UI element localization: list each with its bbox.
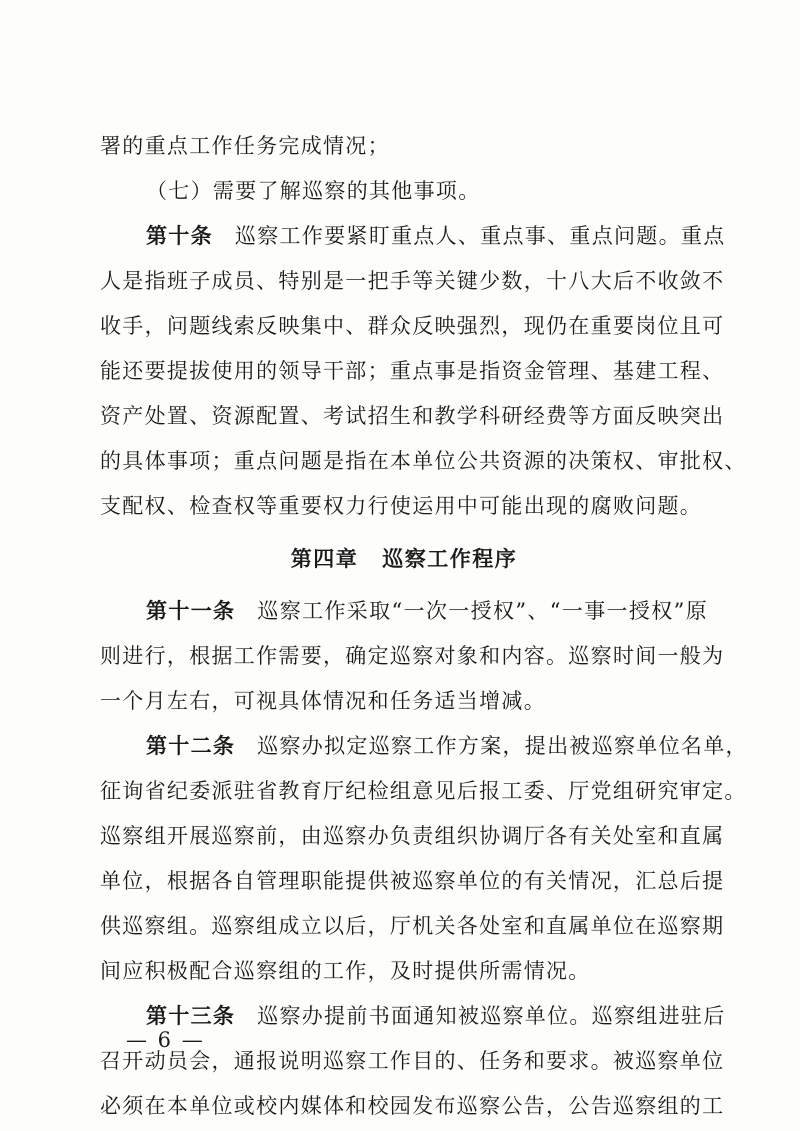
- list-item-seven: （七）需要了解巡察的其他事项。: [146, 179, 481, 203]
- article-13-line: 必须在本单位或校内媒体和校园发布巡察公告，公告巡察组的工: [100, 1094, 725, 1118]
- article-12-line: 间应积极配合巡察组的工作，及时提供所需情况。: [100, 959, 591, 983]
- article-10-line: 能还要提拔使用的领导干部；重点事是指资金管理、基建工程、: [100, 359, 725, 383]
- article-11-line: 一个月左右，可视具体情况和任务适当增减。: [100, 689, 546, 713]
- article-11-text: 巡察工作采取“一次一授权”、“一事一授权”原: [257, 599, 708, 623]
- article-10-label: 第十条: [146, 224, 213, 248]
- article-10-line: 收手，问题线索反映集中、群众反映强烈，现仍在重要岗位且可: [100, 314, 725, 338]
- article-10-line: 支配权、检查权等重要权力行使运用中可能出现的腐败问题。: [100, 494, 703, 518]
- article-10-line: 的具体事项；重点问题是指在本单位公共资源的决策权、审批权、: [100, 449, 747, 473]
- article-13-line: 召开动员会，通报说明巡察工作目的、任务和要求。被巡察单位: [100, 1049, 725, 1073]
- article-12-line: 单位，根据各自管理职能提供被巡察单位的有关情况，汇总后提: [100, 869, 725, 893]
- chapter-title: 巡察工作程序: [382, 547, 518, 571]
- chapter-heading: [100, 529, 708, 589]
- article-13-text: 巡察办提前书面通知被巡察单位。巡察组进驻后: [257, 1004, 726, 1028]
- article-11-line: 则进行，根据工作需要，确定巡察对象和内容。巡察时间一般为: [100, 644, 725, 668]
- article-10-text: 巡察工作要紧盯重点人、重点事、重点问题。重点: [234, 224, 726, 248]
- article-10-line: 资产处置、资源配置、考试招生和教学科研经费等方面反映突出: [100, 404, 725, 428]
- article-12-line: 巡察组开展巡察前，由巡察办负责组织协调厅各有关处室和直属: [100, 824, 725, 848]
- article-11-label: 第十一条: [146, 599, 236, 623]
- article-12-first-line: [100, 724, 748, 769]
- article-11-first-line: [100, 589, 708, 634]
- article-10-first-line: [100, 214, 726, 259]
- article-12-text: 巡察办拟定巡察工作方案，提出被巡察单位名单，: [257, 734, 748, 758]
- paragraph-continuation: 署的重点工作任务完成情况；: [100, 134, 390, 158]
- chapter-number: 第四章: [290, 547, 359, 571]
- document-body: [100, 124, 748, 1129]
- article-12-line: 供巡察组。巡察组成立以后，厅机关各处室和直属单位在巡察期: [100, 914, 725, 938]
- article-12-label: 第十二条: [146, 734, 236, 758]
- article-10-line: 人是指班子成员、特别是一把手等关键少数，十八大后不收敛不: [100, 269, 725, 293]
- article-13-label: 第十三条: [146, 1004, 236, 1028]
- page-number: — 6 —: [126, 1028, 205, 1052]
- article-12-line: 征询省纪委派驻省教育厅纪检组意见后报工委、厅党组研究审定。: [100, 779, 747, 803]
